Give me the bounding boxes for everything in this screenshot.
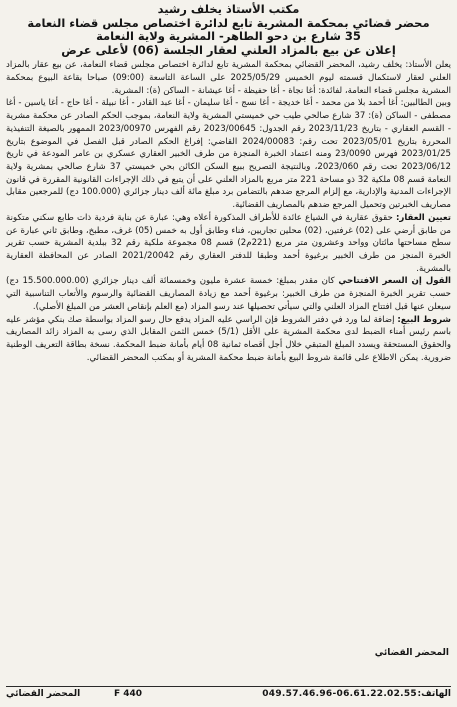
notice-title: إعلان عن بيع بالمزاد العلني لعقار الجلسة (06) لأعلى عرض	[61, 42, 396, 57]
price-text: كان مقدر بمبلغ: خمسة عشرة مليون وخمسمائة ألف دينار جزائري (15.500.000.00 دج) حسب تقرير الخبرة المنجزة من طرف الخبير: برغيوة أحمد مع زيادة المصاريف القضائية والرسوم والأتعاب التناسبية التي سيعلن عنها قبل افتتاح المزاد العلني والتي سيأتي تحصيلها عند رسو المزاد (مع العلم بإنقاص العشر من المبلغ الأصلي).	[6, 276, 451, 312]
price-label: القول إن السعر الافتتاحي	[338, 276, 451, 287]
reference-code: F 440	[114, 689, 143, 699]
property-paragraph	[6, 212, 451, 276]
property-label: تعيين العقار:	[395, 212, 451, 223]
footer-signature: المحضر القضائي	[6, 689, 81, 699]
parties-paragraph: وبين الطالبين: أغا أحمد بلا من محمد - أغا خديجة - أغا نسج - أغا سليمان - أغا عبد القادر - أغا نبيلة - أغا حاج - أغا ياسين - أغا مصطفى - الساكن (ة): 37 شارع صالحي طيب حي خميستي المشرية ولاية النعامة، بموجب الحكم الصادر عن محكمة مشرية - القسم العقاري - بتاريخ 2023/11/23 رقم الجدول: 2023/00645 رقم الفهرس 2023/00970 الممهور بالصيغة التنفيذية المحررة بتاريخ 2023/05/01 تحت رقم: 2024/00083 القاضي: إفراغ الحكم الصادر قبل الفصل في الموضوع بتاريخ 2023/01/25 فهرس 23/0090 ومنه اعتماد الخبرة المنجزة من طرف الخبير العقاري عسكري بن عامر المودعة في تاريخ 2023/06/12 تحت رقم 2023/060، وبالنتيجة التصريح ببيع السكن الكائن بحي خميستي 37 شارع صالحي بمشرية ولاية النعامة قسم 08 ملكية 32 ذو مساحة 221 متر مربع بالمزاد العلني على أن يتبع في ذلك الإجراءات القانونية المقررة في قانون الإجراءات المدنية والإدارية، مع إلزام المرجع ضدهم بالتضامن برد مبلغ مائة ألف دينار جزائري (100.000 دج) للمرجعين مقابل مصاريف الخبرتين وتحميل المرجع ضدهم بالمصاريف القضائية.	[6, 98, 452, 211]
court-line: محضر قضائي بمحكمة المشرية تابع لدائرة اختصاص مجلس قضاء النعامة	[27, 15, 430, 30]
price-paragraph	[6, 275, 451, 313]
address-line: 35 شارع بن دحو الطاهر- المشرية ولاية النعامة	[96, 29, 361, 44]
terms-text: إضافة لما ورد في دفتر الشروط فإن الراسي عليه المزاد يدفع حال رسو المزاد بواسطة صك بنكي مؤشر عليه باسم رئيس أمناء الضبط لدى محكمة المشرية على الأقل (5/1) خمس الثمن المقابل الذي رسى به المزاد زائد المصاريف والحقوق المستحقة ويسدد المبلغ المتبقي خلال أجل أقصاه ثمانية 08 أيام بأمانة ضبط المحكمة. نسخة بطاقة التعريف الوطنية ضرورية. يمكن الاطلاع على قائمة شروط البيع بأمانة ضبط محكمة المشرية أو بمكتب المحضر القضائي.	[6, 314, 451, 363]
footer-bar	[6, 686, 451, 703]
terms-label: شروط البيع:	[397, 314, 451, 325]
property-text: حقوق عقارية في الشياع عائدة للأطراف المذكورة أعلاه وهي: عبارة عن بناية فردية ذات طابع سكني متكونة من طابق أرضي على (02) غرفتين، (02) محلين تجاريين، فناء وطابق أول به خمس (05) غرف، مطبخ، وطابق ثاني عبارة عن سطح مساحتها مائتان وواحد وعشرون متر مربع (221م2) قسم 08 مجموعة ملكية رقم 32 ببلدية المشرية حسب تقرير الخبرة المنجز من طرف الخبير برغيوة أحمد وطبقا للدفتر العقاري رقم 2021/20042 الصادر عن المحافظة العقارية بالمشرية.	[6, 212, 452, 274]
phone-number: 049.57.46.96-06.61.22.02.55	[262, 689, 417, 699]
intro-paragraph: يعلن الأستاذ: يخلف رشيد، المحضر القضائي بمحكمة المشرية تابع لدائرة اختصاص مجلس قضاء النعامة، عن بيع عقار بالمزاد العلني لعقار لاستكمال قسمته ليوم الخميس 2025/05/29 على الساعة التاسعة (09:00) صباحا بقاعة البيوع بمحكمة المشرية مجلس قضاء النعامة، لفائدة: أغا نجاة - أغا حفيظة - أغا عيشانة - الساكن (ة): المشرية.	[6, 60, 451, 96]
phone-label: الهاتف:	[417, 689, 451, 699]
terms-paragraph	[6, 314, 451, 365]
office-name: مكتب الأستاذ يخلف رشيد	[157, 2, 300, 16]
bailiff-signature: المحضر القضائي	[374, 648, 449, 658]
